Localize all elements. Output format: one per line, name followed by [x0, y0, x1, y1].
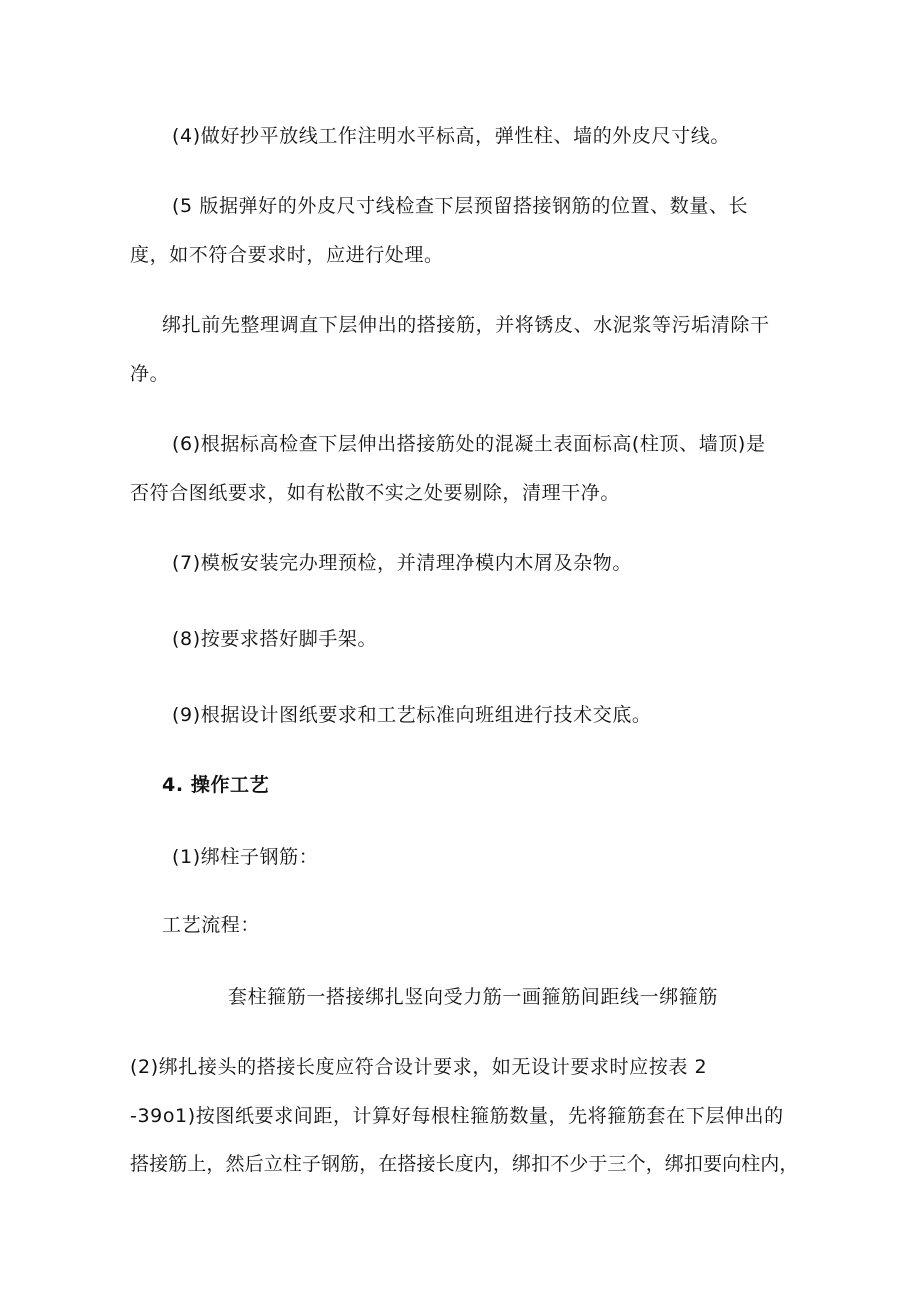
- paragraph-item-6-line-1: (6)根据标高检查下层伸出搭接筋处的混凝土表面标高(柱顶、墙顶)是: [172, 433, 766, 455]
- section-heading-4: 4. 操作工艺: [162, 774, 270, 796]
- process-flow-label: 工艺流程：: [162, 914, 261, 936]
- subsection-item-2-line-3: 搭接筋上，然后立柱子钢筋，在搭接长度内，绑扣不少于三个，绑扣要向柱内，: [130, 1153, 799, 1175]
- paragraph-item-5-line-2: 度，如不符合要求时，应进行处理。: [130, 244, 444, 266]
- paragraph-binding-prep-line-2: 净。: [130, 363, 170, 385]
- subsection-item-2-line-1: (2)绑扎接头的搭接长度应符合设计要求，如无设计要求时应按表 2: [130, 1056, 708, 1078]
- subsection-item-2-line-2: -39o1)按图纸要求间距，计算好每根柱箍筋数量，先将箍筋套在下层伸出的: [130, 1105, 784, 1127]
- paragraph-item-6-line-2: 否符合图纸要求，如有松散不实之处要剔除，清理干净。: [130, 482, 621, 504]
- paragraph-binding-prep-line-1: 绑扎前先整理调直下层伸出的搭接筋，并将锈皮、水泥浆等污垢清除干: [162, 314, 770, 336]
- paragraph-item-5-line-1: (5 版据弹好的外皮尺寸线检查下层预留搭接钢筋的位置、数量、长: [172, 195, 749, 217]
- paragraph-item-4: (4)做好抄平放线工作注明水平标高，弹性柱、墙的外皮尺寸线。: [172, 125, 730, 147]
- process-flow-steps: 套柱箍筋一搭接绑扎竖向受力筋一画箍筋间距线一绑箍筋: [228, 986, 719, 1008]
- subsection-item-1: (1)绑柱子钢筋：: [172, 846, 319, 868]
- paragraph-item-9: (9)根据设计图纸要求和工艺标准向班组进行技术交底。: [172, 704, 652, 726]
- paragraph-item-7: (7)模板安装完办理预检，并清理净模内木屑及杂物。: [172, 552, 632, 574]
- paragraph-item-8: (8)按要求搭好脚手架。: [172, 628, 378, 650]
